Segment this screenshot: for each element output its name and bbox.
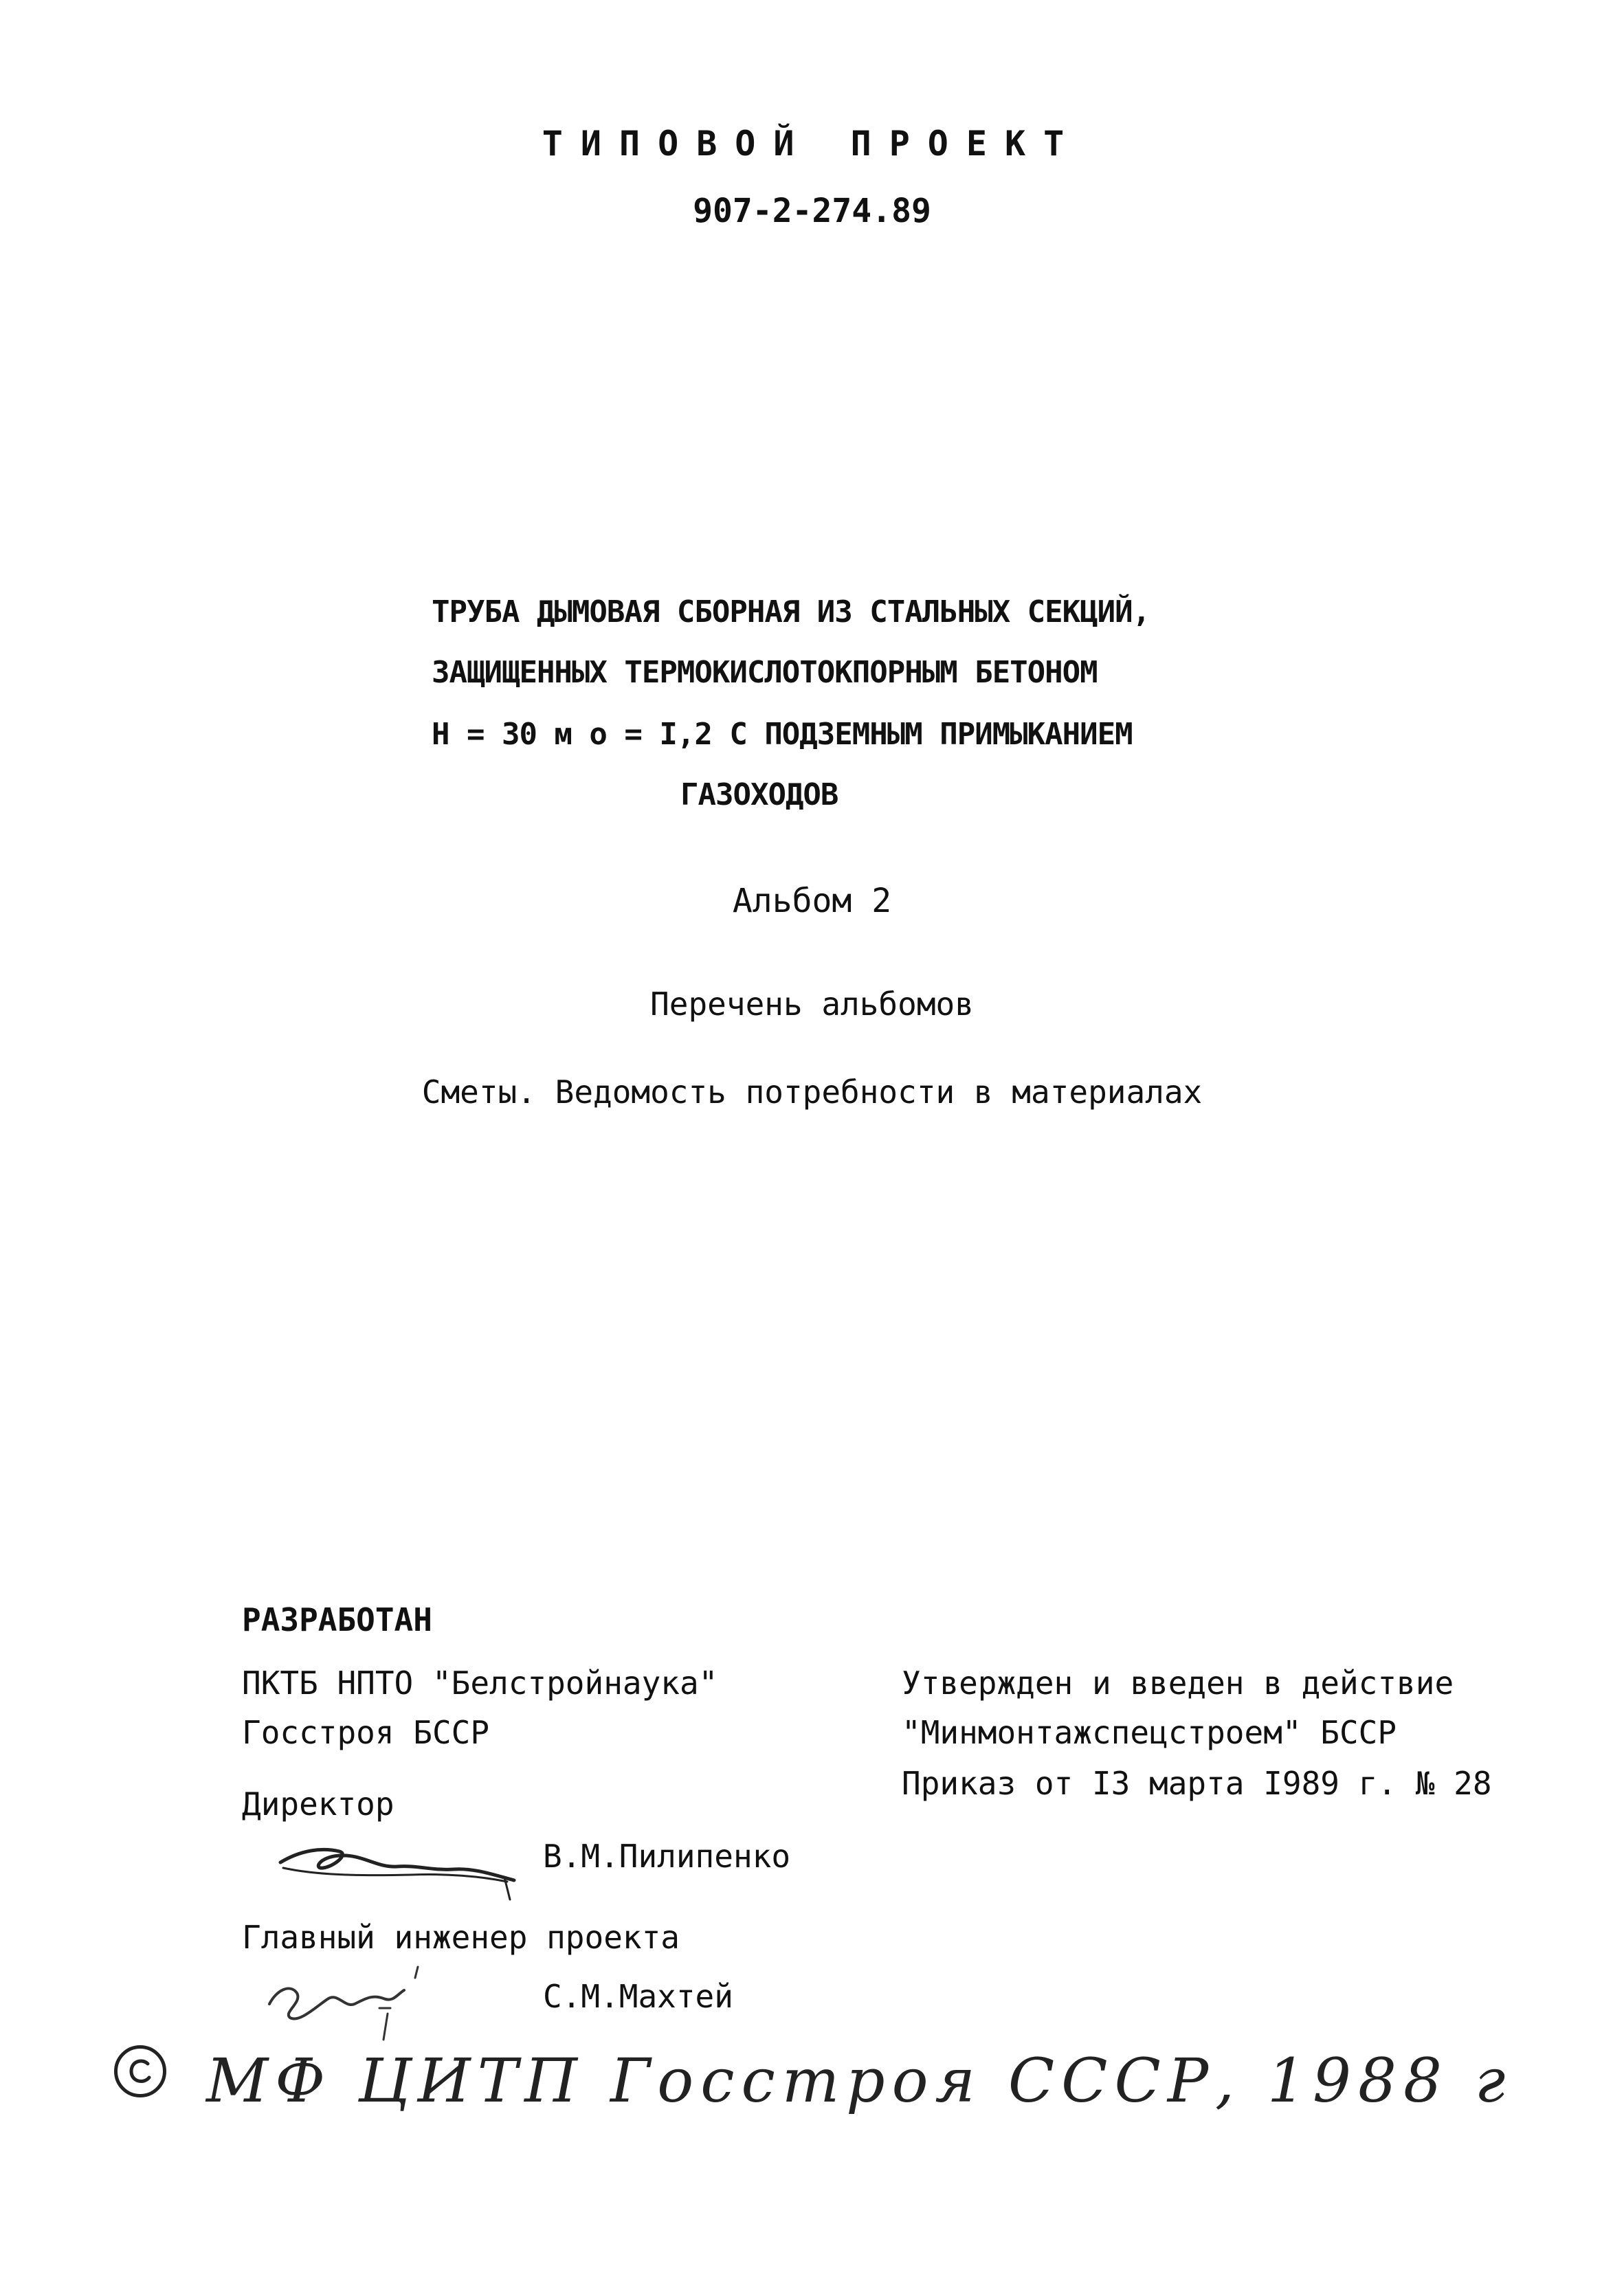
approved-line-3: Приказ от I3 марта I989 г. № 28: [902, 1765, 1492, 1802]
copyright-text: МФ ЦИТП Госстроя СССР, 1988 г: [206, 2045, 1513, 2116]
approved-line-1: Утвержден и введен в действие: [902, 1664, 1454, 1702]
album-list-label: Перечень альбомов: [650, 985, 974, 1023]
developed-label: РАЗРАБОТАН: [242, 1601, 432, 1638]
document-type-label: ТИПОВОЙ ПРОЕКТ: [542, 124, 1082, 164]
developer-org-line-2: Госстроя БССР: [242, 1714, 490, 1751]
title-line-2: ЗАЩИЩЕННЫХ ТЕРМОКИСЛОТОКПОРНЫМ БЕТОНОМ: [432, 655, 1098, 690]
approved-line-2: "Минмонтажспецстроем" БССР: [902, 1714, 1397, 1751]
developer-org-line-1: ПКТБ НПТО "Белстройнаука": [242, 1664, 718, 1702]
copyright-icon: [114, 2045, 166, 2097]
director-label: Директор: [242, 1785, 394, 1823]
title-line-3: Н = 30 м о = I,2 С ПОДЗЕМНЫМ ПРИМЫКАНИЕМ: [432, 717, 1133, 752]
project-code: 907-2-274.89: [693, 192, 931, 230]
director-name: В.М.Пилипенко: [543, 1838, 791, 1875]
album-content: Сметы. Ведомость потребности в материалах: [421, 1073, 1203, 1111]
director-signature: [274, 1827, 521, 1902]
chief-engineer-name: С.М.Махтей: [543, 1978, 733, 2015]
chief-engineer-label: Главный инженер проекта: [242, 1919, 680, 1956]
title-line-1: ТРУБА ДЫМОВАЯ СБОРНАЯ ИЗ СТАЛЬНЫХ СЕКЦИЙ,: [432, 594, 1150, 630]
album-number: Альбом 2: [732, 882, 892, 920]
title-line-4: ГАЗОХОДОВ: [680, 777, 838, 812]
chief-engineer-signature: [263, 1963, 441, 2045]
